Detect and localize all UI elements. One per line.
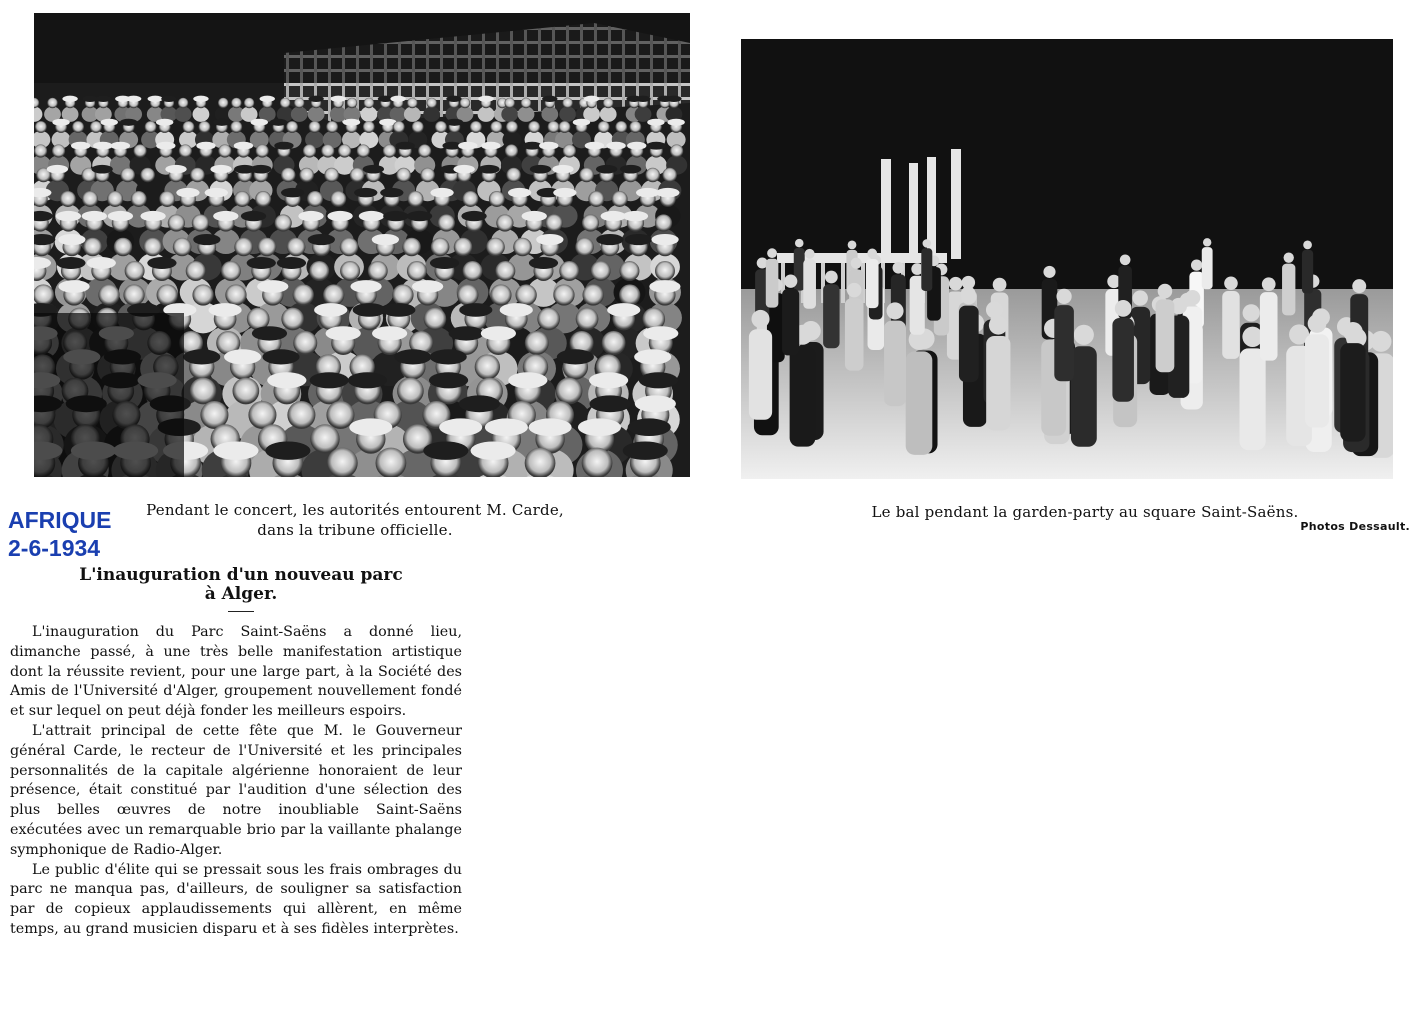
caption-left-line1: Pendant le concert, les autorités entourent M. Carde,	[146, 501, 564, 519]
headline-line1: L'inauguration d'un nouveau parc	[79, 565, 403, 585]
crowd-photo	[34, 13, 690, 477]
caption-left-line2: dans la tribune officielle.	[257, 521, 453, 539]
stamp-source: AFRIQUE	[8, 507, 112, 533]
dance-photo-icon	[741, 39, 1393, 479]
article-paragraph: Le public d'élite qui se pressait sous les frais ombrages du parc ne manqua pas, d'ailleurs, de souligner sa satisfaction par de copieux applaudissements qui allèrent, en même temps, au grand musicien disparu et à ses fidèles interprètes.	[10, 861, 462, 937]
stamp-date: 2-6-1934	[8, 535, 101, 561]
headline-divider	[228, 611, 254, 612]
headline-line2: à Alger.	[204, 584, 278, 604]
caption-right: Le bal pendant la garden-party au square Saint-Saëns.	[871, 503, 1299, 521]
article-body	[10, 623, 462, 940]
article-headline	[36, 566, 446, 604]
article-paragraph: L'inauguration du Parc Saint-Saëns a donné lieu, dimanche passé, à une très belle manifestation artistique dont la réussite revient, pour une large part, à la Société des Amis de l'Université d'Alger, groupement nouvellement fondé et sur lequel on peut déjà fonder les meilleurs espoirs.	[10, 624, 462, 720]
archive-stamp	[8, 506, 112, 562]
crowd-photo-icon	[34, 13, 690, 477]
caption-left	[110, 500, 600, 540]
dance-photo	[741, 39, 1393, 479]
photo-credit: Photos Dessault.	[1300, 520, 1410, 533]
article-paragraph: L'attrait principal de cette fête que M. le Gouverneur général Carde, le recteur de l'Université et les principales personnalités de la capitale algérienne honoraient de leur présence, était constitué par l'audition d'une sélection des plus belles œuvres de notre inoubliable Saint-Saëns exécutées avec un remarquable brio par la vaillante phalange symphonique de Radio-Alger.	[10, 722, 462, 858]
